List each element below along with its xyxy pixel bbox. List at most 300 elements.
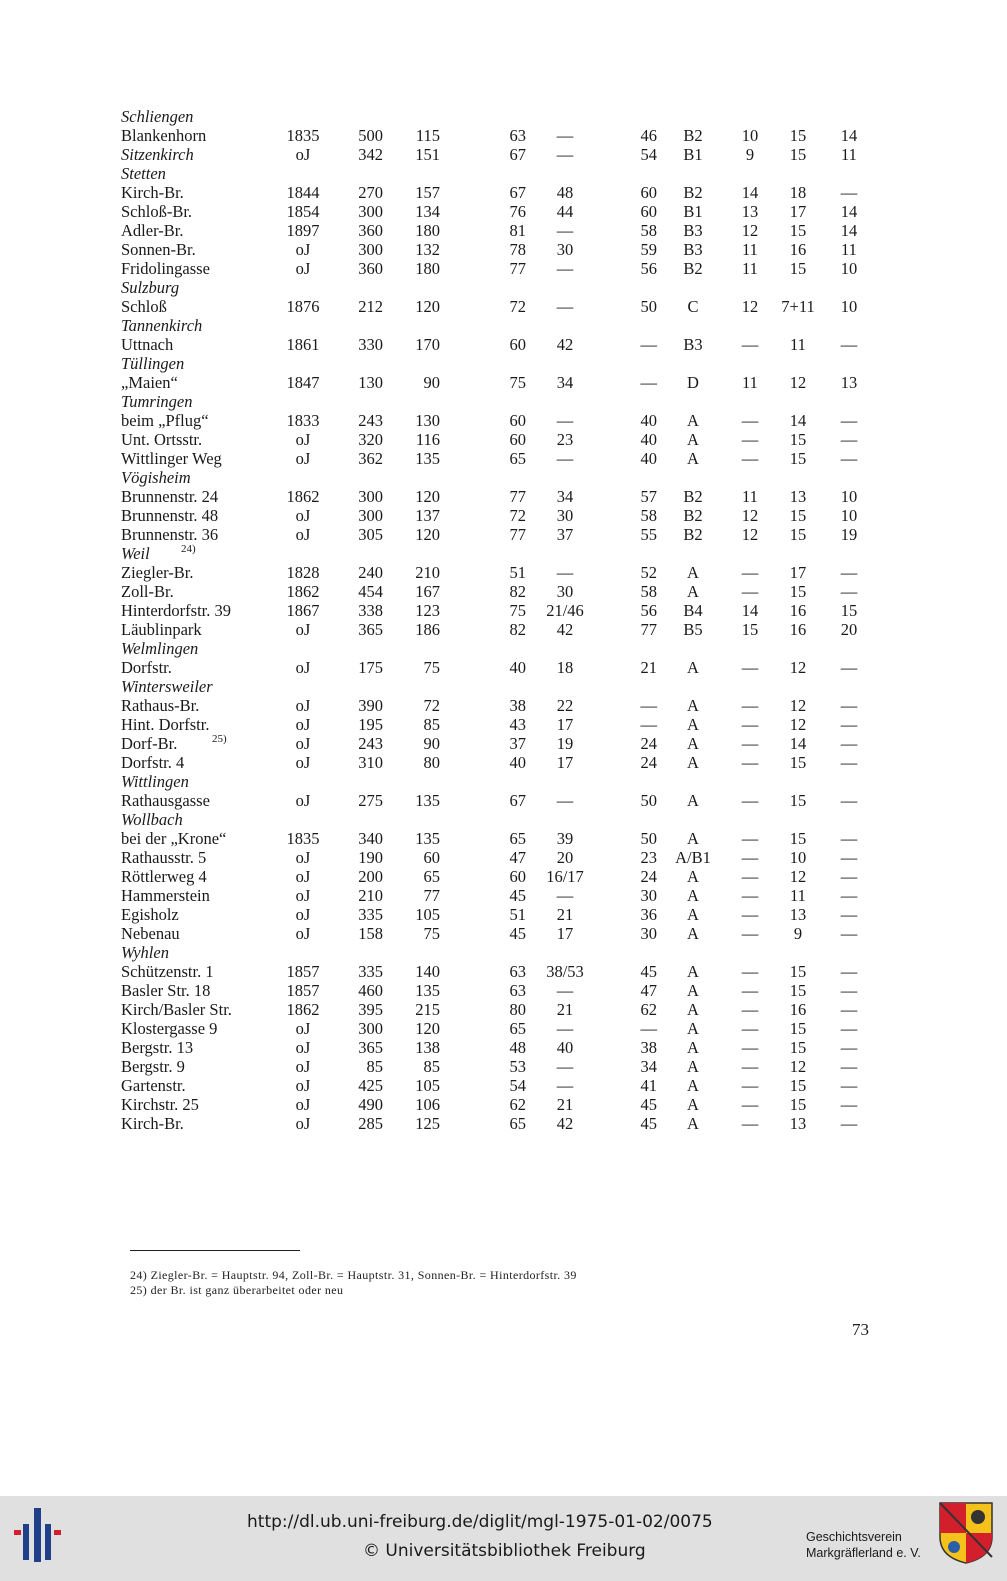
fountain-name: Wittlinger Weg: [121, 449, 222, 468]
cell-v9: 17: [789, 563, 807, 582]
table-group-heading: [0, 468, 1007, 487]
cell-year: oJ: [295, 1057, 311, 1076]
fountain-name: Röttlerweg 4: [121, 867, 207, 886]
cell-v3: 210: [415, 563, 440, 582]
cell-v2: 275: [358, 791, 383, 810]
cell-year: 1828: [286, 563, 320, 582]
table-group-heading: [0, 772, 1007, 791]
cell-v4: 60: [509, 430, 526, 449]
cell-v2: 335: [358, 905, 383, 924]
cell-v8: —: [741, 1076, 759, 1095]
cell-v3: 120: [415, 297, 440, 316]
table-group-heading: [0, 278, 1007, 297]
cell-v3: 135: [415, 829, 440, 848]
cell-v2: 300: [358, 202, 383, 221]
cell-v4: 67: [509, 145, 526, 164]
cell-v5: 20: [556, 848, 574, 867]
cell-v6: 46: [640, 126, 657, 145]
cell-v8: 11: [742, 240, 758, 259]
table-row: [0, 658, 1007, 677]
fountain-name: Ziegler-Br.: [121, 563, 194, 582]
cell-v4: 76: [509, 202, 526, 221]
fountain-name: Kirch-Br.: [121, 183, 184, 202]
cell-v9: 15: [789, 582, 807, 601]
cell-v10: —: [840, 411, 858, 430]
cell-v9: 15: [789, 126, 807, 145]
cell-v8: —: [741, 753, 759, 772]
cell-v2: 425: [358, 1076, 383, 1095]
cell-v3: 180: [415, 221, 440, 240]
cell-year: oJ: [295, 753, 311, 772]
table-row: [0, 1038, 1007, 1057]
cell-year: 1847: [286, 373, 320, 392]
cell-v3: 135: [415, 449, 440, 468]
cell-v3: 138: [415, 1038, 440, 1057]
cell-v9: 12: [789, 658, 807, 677]
cell-v5: 42: [556, 1114, 574, 1133]
cell-v10: —: [840, 1038, 858, 1057]
place-name: Tannenkirch: [121, 316, 203, 335]
cell-v6: 77: [640, 620, 657, 639]
table-row: [0, 905, 1007, 924]
table-row: [0, 525, 1007, 544]
cell-v9: 16: [789, 1000, 807, 1019]
cell-v9: 11: [790, 886, 806, 905]
cell-v3: 85: [423, 715, 440, 734]
cell-v4: 63: [509, 126, 526, 145]
cell-v3: 130: [415, 411, 440, 430]
cell-v7: A: [687, 1038, 699, 1057]
cell-v10: —: [840, 981, 858, 1000]
cell-v7: A: [687, 734, 699, 753]
cell-v4: 65: [509, 1019, 526, 1038]
cell-v9: 11: [790, 335, 806, 354]
cell-v4: 82: [509, 582, 526, 601]
table-row: [0, 734, 1007, 753]
cell-v6: 55: [640, 525, 657, 544]
cell-v4: 37: [509, 734, 526, 753]
cell-v7: B3: [683, 221, 703, 240]
cell-v9: 15: [789, 449, 807, 468]
cell-v2: 360: [358, 221, 383, 240]
cell-v9: 16: [789, 601, 807, 620]
table-row: [0, 335, 1007, 354]
cell-v8: —: [741, 867, 759, 886]
cell-year: oJ: [295, 259, 311, 278]
cell-year: oJ: [295, 1095, 311, 1114]
cell-v4: 53: [509, 1057, 526, 1076]
cell-v10: —: [840, 791, 858, 810]
footnote-marker: 24): [181, 543, 196, 555]
cell-v3: 115: [415, 126, 440, 145]
cell-v5: 34: [556, 487, 574, 506]
cell-v8: 15: [741, 620, 759, 639]
table-row: [0, 506, 1007, 525]
cell-v3: 80: [423, 753, 440, 772]
cell-v10: —: [840, 848, 858, 867]
cell-v5: 30: [556, 240, 574, 259]
table-row: [0, 563, 1007, 582]
cell-v5: —: [556, 981, 574, 1000]
cell-v3: 137: [415, 506, 440, 525]
cell-v4: 77: [509, 259, 526, 278]
cell-v3: 132: [415, 240, 440, 259]
cell-v5: —: [556, 563, 574, 582]
cell-v10: —: [840, 430, 858, 449]
cell-v6: 60: [640, 202, 657, 221]
cell-v4: 38: [509, 696, 526, 715]
cell-v8: —: [741, 582, 759, 601]
cell-v8: —: [741, 449, 759, 468]
cell-year: oJ: [295, 658, 311, 677]
table-row: [0, 1114, 1007, 1133]
fountain-name: Hint. Dorfstr.: [121, 715, 210, 734]
cell-v7: A: [687, 924, 699, 943]
cell-v10: —: [840, 183, 858, 202]
cell-year: 1844: [286, 183, 320, 202]
cell-year: oJ: [295, 924, 311, 943]
place-name: Tüllingen: [121, 354, 185, 373]
fountain-name: Brunnenstr. 36: [121, 525, 219, 544]
cell-v6: 58: [640, 582, 657, 601]
cell-v5: —: [556, 886, 574, 905]
cell-v7: D: [687, 373, 699, 392]
table-group-heading: [0, 316, 1007, 335]
cell-v4: 60: [509, 411, 526, 430]
fountain-name: Nebenau: [121, 924, 180, 943]
cell-v4: 60: [509, 867, 526, 886]
place-name: Stetten: [121, 164, 166, 183]
cell-v4: 47: [509, 848, 526, 867]
cell-v3: 186: [415, 620, 440, 639]
cell-v5: 30: [556, 506, 574, 525]
cell-v2: 85: [366, 1057, 383, 1076]
cell-v10: 20: [840, 620, 858, 639]
cell-v5: 42: [556, 335, 574, 354]
cell-v2: 330: [358, 335, 383, 354]
cell-v10: 13: [840, 373, 858, 392]
cell-year: oJ: [295, 449, 311, 468]
cell-v10: —: [840, 886, 858, 905]
cell-v8: —: [741, 411, 759, 430]
cell-v5: —: [556, 221, 574, 240]
cell-v9: 12: [789, 1057, 807, 1076]
cell-v2: 158: [358, 924, 383, 943]
cell-v4: 75: [509, 373, 526, 392]
table-row: [0, 430, 1007, 449]
fountain-name: Bergstr. 9: [121, 1057, 185, 1076]
cell-v7: A: [687, 867, 699, 886]
fountain-name: Schützenstr. 1: [121, 962, 214, 981]
cell-v2: 300: [358, 506, 383, 525]
cell-v2: 300: [358, 240, 383, 259]
cell-v6: 21: [640, 658, 657, 677]
cell-v5: 21: [556, 905, 574, 924]
table-row: [0, 753, 1007, 772]
society-crest-icon: [938, 1501, 994, 1565]
cell-v6: 40: [640, 411, 657, 430]
cell-v4: 65: [509, 449, 526, 468]
cell-v2: 390: [358, 696, 383, 715]
cell-v5: 34: [556, 373, 574, 392]
cell-year: oJ: [295, 1076, 311, 1095]
cell-v9: 15: [789, 259, 807, 278]
cell-v3: 75: [423, 924, 440, 943]
cell-v6: 50: [640, 829, 657, 848]
cell-v5: —: [556, 791, 574, 810]
cell-v8: 14: [741, 601, 759, 620]
cell-v6: 45: [640, 962, 657, 981]
table-row: [0, 601, 1007, 620]
cell-v8: —: [741, 715, 759, 734]
cell-v3: 72: [423, 696, 440, 715]
cell-v6: 38: [640, 1038, 657, 1057]
cell-v9: 13: [789, 487, 807, 506]
cell-v6: 30: [640, 924, 657, 943]
table-row: [0, 715, 1007, 734]
cell-v2: 362: [358, 449, 383, 468]
cell-v8: 11: [742, 259, 758, 278]
cell-v3: 157: [415, 183, 440, 202]
cell-v10: —: [840, 962, 858, 981]
cell-v7: A: [687, 1000, 699, 1019]
cell-v7: B3: [683, 240, 703, 259]
cell-year: oJ: [295, 696, 311, 715]
table-row: [0, 582, 1007, 601]
society-name-line1: Geschichtsverein: [806, 1530, 902, 1544]
fountain-name: Kirchstr. 25: [121, 1095, 199, 1114]
table-row: [0, 411, 1007, 430]
table-row: [0, 487, 1007, 506]
cell-year: 1897: [286, 221, 320, 240]
cell-v5: 18: [556, 658, 574, 677]
cell-v10: —: [840, 1114, 858, 1133]
cell-v2: 130: [358, 373, 383, 392]
cell-v2: 490: [358, 1095, 383, 1114]
place-name: Weil: [121, 544, 150, 563]
cell-v3: 140: [415, 962, 440, 981]
cell-v2: 243: [358, 734, 383, 753]
cell-year: 1862: [286, 487, 320, 506]
cell-v3: 215: [415, 1000, 440, 1019]
cell-v3: 125: [415, 1114, 440, 1133]
fountain-name: Sonnen-Br.: [121, 240, 196, 259]
cell-v7: B2: [683, 126, 703, 145]
cell-v9: 15: [789, 1038, 807, 1057]
table-row: [0, 886, 1007, 905]
cell-v4: 51: [509, 905, 526, 924]
table-row: [0, 240, 1007, 259]
table-row: [0, 126, 1007, 145]
cell-v2: 285: [358, 1114, 383, 1133]
cell-v2: 210: [358, 886, 383, 905]
cell-v10: —: [840, 582, 858, 601]
cell-v4: 82: [509, 620, 526, 639]
cell-v8: —: [741, 1057, 759, 1076]
cell-v7: B4: [683, 601, 703, 620]
library-logo-icon[interactable]: [14, 1506, 64, 1564]
fountain-name: Rathaus-Br.: [121, 696, 200, 715]
cell-v6: 60: [640, 183, 657, 202]
table-row: [0, 696, 1007, 715]
cell-v3: 90: [423, 373, 440, 392]
cell-v10: —: [840, 658, 858, 677]
table-row: [0, 924, 1007, 943]
cell-v8: 14: [741, 183, 759, 202]
table-group-heading: [0, 164, 1007, 183]
cell-v10: 10: [840, 506, 858, 525]
table-row: [0, 183, 1007, 202]
cell-v7: A: [687, 715, 699, 734]
cell-v10: 10: [840, 297, 858, 316]
fountain-name: bei der „Krone“: [121, 829, 227, 848]
table-row: [0, 791, 1007, 810]
cell-v6: 56: [640, 259, 657, 278]
cell-v4: 40: [509, 658, 526, 677]
cell-v9: 12: [789, 715, 807, 734]
place-name: Wintersweiler: [121, 677, 213, 696]
cell-v10: 11: [841, 145, 857, 164]
cell-v9: 12: [789, 373, 807, 392]
cell-v10: —: [840, 696, 858, 715]
cell-v4: 81: [509, 221, 526, 240]
cell-v3: 120: [415, 487, 440, 506]
cell-v8: —: [741, 1000, 759, 1019]
fountain-name: Dorfstr. 4: [121, 753, 185, 772]
fountain-name: Schloß-Br.: [121, 202, 193, 221]
cell-v2: 395: [358, 1000, 383, 1019]
cell-v10: —: [840, 449, 858, 468]
cell-v5: —: [556, 449, 574, 468]
cell-v7: B1: [683, 145, 703, 164]
table-row: [0, 1019, 1007, 1038]
cell-v7: A: [687, 563, 699, 582]
cell-v9: 16: [789, 620, 807, 639]
cell-year: oJ: [295, 620, 311, 639]
cell-v8: —: [741, 905, 759, 924]
cell-v3: 135: [415, 791, 440, 810]
cell-v8: —: [741, 981, 759, 1000]
cell-v8: 11: [742, 487, 758, 506]
footnote-rule: [130, 1250, 300, 1251]
cell-v6: 50: [640, 297, 657, 316]
cell-v6: 47: [640, 981, 657, 1000]
cell-v10: —: [840, 1095, 858, 1114]
cell-v10: 11: [841, 240, 857, 259]
cell-year: 1857: [286, 981, 320, 1000]
cell-v9: 12: [789, 696, 807, 715]
cell-v6: —: [640, 696, 657, 715]
cell-v7: A: [687, 1095, 699, 1114]
cell-year: 1835: [286, 126, 320, 145]
cell-v2: 212: [358, 297, 383, 316]
cell-v6: 40: [640, 430, 657, 449]
cell-v9: 15: [789, 525, 807, 544]
cell-v10: —: [840, 335, 858, 354]
cell-v3: 167: [415, 582, 440, 601]
cell-v3: 170: [415, 335, 440, 354]
cell-v7: A: [687, 1057, 699, 1076]
table-group-heading: [0, 354, 1007, 373]
cell-v10: 15: [840, 601, 858, 620]
cell-v6: 24: [640, 753, 657, 772]
cell-v8: —: [741, 1114, 759, 1133]
cell-year: oJ: [295, 1038, 311, 1057]
table-row: [0, 962, 1007, 981]
cell-v7: A: [687, 696, 699, 715]
cell-year: oJ: [295, 715, 311, 734]
fountain-name: Basler Str. 18: [121, 981, 211, 1000]
cell-v6: 58: [640, 221, 657, 240]
place-name: Wyhlen: [121, 943, 169, 962]
cell-year: 1862: [286, 582, 320, 601]
cell-v8: 12: [741, 221, 759, 240]
page-number: 73: [852, 1320, 869, 1339]
cell-v8: —: [741, 1095, 759, 1114]
cell-v2: 460: [358, 981, 383, 1000]
fountain-name: Kirch/Basler Str.: [121, 1000, 232, 1019]
cell-year: 1861: [286, 335, 320, 354]
document-url-link[interactable]: http://dl.ub.uni-freiburg.de/diglit/mgl-1975-01-02/0075: [247, 1512, 713, 1532]
cell-year: oJ: [295, 430, 311, 449]
cell-v6: —: [640, 335, 657, 354]
fountain-name: Zoll-Br.: [121, 582, 174, 601]
cell-year: oJ: [295, 1019, 311, 1038]
cell-v8: —: [741, 430, 759, 449]
cell-v9: 7+11: [781, 297, 815, 316]
cell-v7: B2: [683, 506, 703, 525]
cell-v6: 62: [640, 1000, 657, 1019]
cell-v6: 58: [640, 506, 657, 525]
fountain-name: Rathausstr. 5: [121, 848, 207, 867]
cell-v7: A: [687, 582, 699, 601]
table-group-heading: [0, 810, 1007, 829]
cell-v7: B2: [683, 487, 703, 506]
table-row: [0, 145, 1007, 164]
cell-v2: 270: [358, 183, 383, 202]
cell-v4: 75: [509, 601, 526, 620]
fountain-name: Läublinpark: [121, 620, 202, 639]
cell-v10: 10: [840, 487, 858, 506]
cell-v9: 9: [793, 924, 803, 943]
cell-v5: —: [556, 411, 574, 430]
cell-v9: 15: [789, 791, 807, 810]
footnote-marker: 25): [212, 733, 227, 745]
fountain-name: Adler-Br.: [121, 221, 184, 240]
cell-v4: 65: [509, 829, 526, 848]
cell-v2: 320: [358, 430, 383, 449]
cell-v7: A: [687, 962, 699, 981]
cell-v7: B2: [683, 525, 703, 544]
fountain-name: Hammerstein: [121, 886, 210, 905]
cell-v8: —: [741, 1038, 759, 1057]
fountain-name: Uttnach: [121, 335, 174, 354]
place-name: Welmlingen: [121, 639, 199, 658]
cell-v4: 77: [509, 487, 526, 506]
cell-year: oJ: [295, 145, 311, 164]
fountain-name: Brunnenstr. 24: [121, 487, 219, 506]
cell-v9: 15: [789, 1095, 807, 1114]
table-row: [0, 259, 1007, 278]
cell-v5: 17: [556, 924, 574, 943]
cell-v2: 175: [358, 658, 383, 677]
cell-v10: —: [840, 753, 858, 772]
cell-v2: 454: [358, 582, 383, 601]
table-row: [0, 373, 1007, 392]
cell-v8: 12: [741, 525, 759, 544]
cell-v9: 14: [789, 734, 807, 753]
cell-v8: —: [741, 734, 759, 753]
